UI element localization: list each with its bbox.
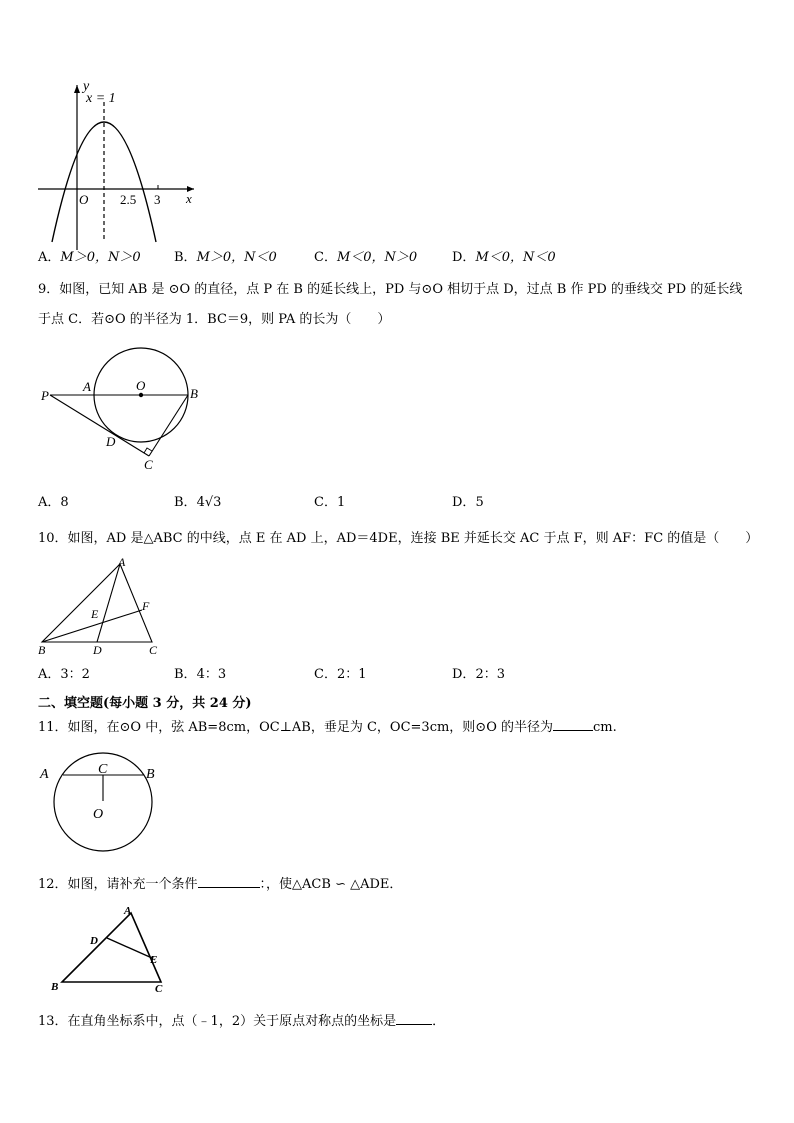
label-b: B	[38, 643, 46, 657]
option-letter: A．	[38, 667, 61, 682]
y-axis	[74, 85, 80, 250]
q12-similar-triangles-figure	[48, 900, 178, 995]
label-p: P	[41, 388, 49, 403]
label-c: C	[149, 643, 158, 657]
label-e: E	[91, 607, 99, 621]
option-text: 5	[475, 495, 484, 510]
option-letter: B．	[174, 495, 197, 510]
label-e: E	[150, 954, 158, 966]
line-bc	[149, 395, 188, 456]
option-letter: D．	[452, 667, 476, 682]
q13-answer-blank[interactable]	[396, 1011, 432, 1025]
label-a: A	[83, 379, 91, 394]
option-text: M＞0，N＜0	[196, 250, 277, 265]
origin-label: O	[79, 192, 89, 207]
section-title: 二、填空题(每小题 3 分，共 24 分)	[38, 696, 252, 711]
q11-stem	[38, 717, 617, 737]
option-text: M＜0，N＞0	[336, 250, 418, 265]
q8-option-d[interactable]	[452, 249, 556, 267]
q13-stem	[38, 1011, 445, 1031]
tick-label-3: 3	[154, 192, 161, 207]
option-letter: C．	[314, 495, 337, 510]
q10-triangle-figure	[34, 556, 169, 656]
label-a: A	[40, 767, 49, 782]
label-d: D	[106, 434, 116, 449]
q11-text-after: cm.	[592, 720, 617, 735]
label-c: C	[155, 983, 163, 995]
q10-option-b[interactable]	[174, 666, 226, 684]
option-text: M＜0，N＜0	[475, 250, 556, 265]
label-d: D	[90, 935, 98, 947]
y-axis-label: y	[83, 79, 90, 94]
q8-option-c[interactable]	[314, 249, 417, 267]
label-b: B	[146, 767, 155, 782]
q11-text-before: 11．如图，在⊙O 中，弦 AB=8cm，OC⊥AB，垂足为 C，OC=3cm，则⊙O 的半径为	[38, 720, 553, 735]
tick-label-2-5: 2.5	[120, 192, 137, 207]
option-letter: D．	[452, 495, 476, 510]
q13-text-after: ．	[432, 1014, 446, 1029]
q9-stem-line-2: 于点 C．若⊙O 的半径为 1．BC＝9，则 PA 的长为（ ）	[38, 312, 391, 327]
label-a: A	[118, 555, 126, 569]
option-text: 4√3	[196, 495, 222, 510]
segment-de	[107, 938, 152, 958]
q12-text-before: 12．如图，请补充一个条件	[38, 877, 198, 892]
label-c: C	[144, 457, 153, 472]
q9-stem-line-1: 9．如图，已知 AB 是 ⊙O 的直径，点 P 在 B 的延长线上，PD 与⊙O 相切于点 D，过点 B 作 PD 的垂线交 PD 的延长线	[38, 282, 743, 297]
q12-text-after: ：，使△ACB ∽ △ADE．	[259, 877, 403, 892]
label-b: B	[190, 386, 198, 401]
q9-circle-tangent-figure	[38, 342, 213, 472]
option-text: 1	[336, 495, 346, 510]
option-text: M＞0，N＞0	[60, 250, 141, 265]
triangle-abc	[42, 564, 152, 642]
label-f: F	[142, 599, 150, 613]
q13-text-before: 13．在直角坐标系中，点（﹣1，2）关于原点对称点的坐标是	[38, 1014, 397, 1029]
q12-answer-blank[interactable]	[198, 874, 260, 888]
option-text: 8	[60, 495, 69, 510]
option-letter: B．	[174, 667, 197, 682]
option-letter: A．	[38, 495, 61, 510]
label-b: B	[51, 981, 59, 993]
q10-option-a[interactable]	[38, 666, 90, 684]
q10-stem: 10．如图，AD 是△ABC 的中线，点 E 在 AD 上，AD＝4DE，连接 BE 并延长交 AC 于点 F，则 AF：FC 的值是（ ）	[38, 531, 759, 546]
x-axis-label: x	[186, 191, 192, 206]
option-letter: D．	[452, 250, 476, 265]
q9-option-b[interactable]	[174, 494, 221, 512]
label-o: O	[93, 807, 104, 822]
q11-circle-chord-figure	[38, 742, 168, 857]
line-pc	[50, 395, 149, 456]
center-dot	[139, 393, 143, 397]
option-text: 2：3	[475, 667, 505, 682]
option-letter: A．	[38, 250, 61, 265]
q8-option-b[interactable]	[174, 249, 277, 267]
q9-option-d[interactable]	[452, 494, 484, 512]
q9-option-a[interactable]	[38, 494, 69, 512]
q10-option-d[interactable]	[452, 666, 505, 684]
q8-parabola-graph	[30, 80, 200, 255]
label-a: A	[124, 905, 132, 917]
option-text: 2：1	[336, 667, 367, 682]
option-letter: C．	[314, 667, 337, 682]
option-letter: B．	[174, 250, 197, 265]
q11-answer-blank[interactable]	[553, 717, 593, 731]
x-axis	[38, 186, 194, 192]
option-letter: C．	[314, 250, 337, 265]
q12-stem	[38, 874, 402, 894]
triangle-abc	[62, 913, 161, 982]
label-c: C	[98, 762, 108, 777]
label-o: O	[136, 378, 146, 393]
symmetry-axis-label: x = 1	[86, 91, 116, 106]
option-text: 4：3	[196, 667, 227, 682]
q9-option-c[interactable]	[314, 494, 345, 512]
q8-option-a[interactable]	[38, 249, 141, 267]
label-d: D	[93, 643, 102, 657]
q10-option-c[interactable]	[314, 666, 367, 684]
option-text: 3：2	[60, 667, 90, 682]
